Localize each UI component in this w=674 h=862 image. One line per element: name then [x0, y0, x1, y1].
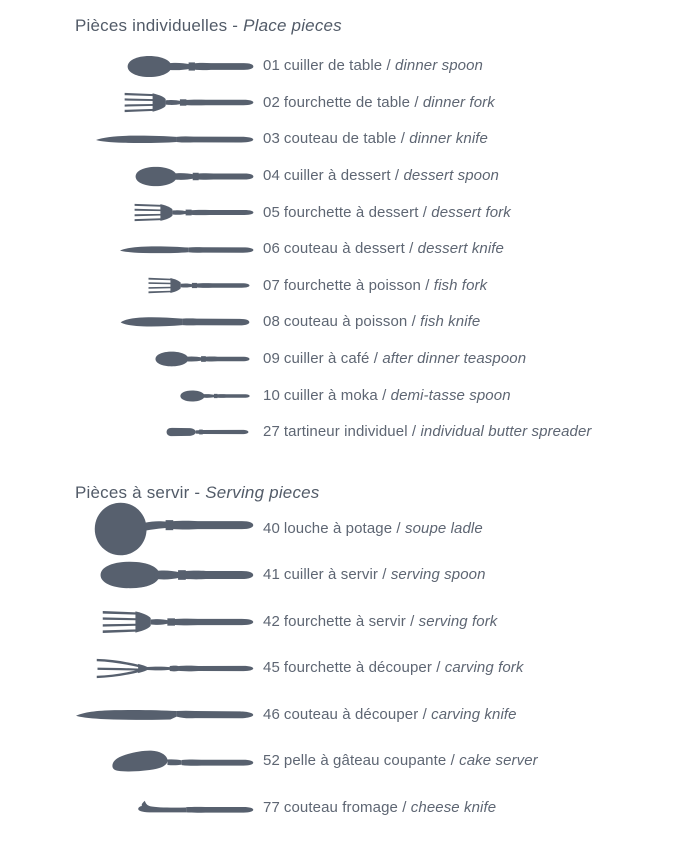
item-fr: couteau à dessert [283, 240, 405, 258]
icon-cell [0, 427, 254, 437]
fish-knife-icon [120, 315, 250, 329]
cutlery-row [0, 231, 674, 268]
section-title-en: Place pieces [243, 16, 342, 35]
item-en: dinner spoon [395, 57, 483, 75]
item-en: fish knife [420, 313, 481, 331]
dinner-spoon-icon [127, 55, 254, 78]
item-sep: / [377, 386, 391, 404]
cutlery-row [0, 738, 674, 785]
item-fr: fourchette à dessert [283, 203, 419, 221]
section-title-en: Serving pieces [205, 482, 320, 502]
item-fr: fourchette à découper [283, 659, 432, 677]
cutlery-row [0, 268, 674, 305]
serving-fork-icon [102, 610, 254, 634]
icon-cell [0, 92, 254, 113]
cutlery-row [0, 194, 674, 231]
icon-cell [0, 610, 254, 634]
cutlery-item-label [254, 520, 483, 538]
item-sep: / [382, 57, 396, 75]
item-code: 02 [263, 93, 280, 111]
demi-tasse-spoon-icon [180, 390, 250, 402]
icon-cell [0, 55, 254, 78]
icon-cell [0, 203, 254, 222]
cutlery-item-label [254, 566, 486, 584]
item-en: serving spoon [390, 566, 486, 584]
icon-cell [0, 277, 254, 294]
item-en: carving fork [444, 659, 524, 677]
item-sep: / [420, 276, 434, 294]
item-code: 01 [263, 57, 280, 75]
icon-cell [0, 132, 254, 146]
item-en: fish fork [433, 276, 488, 294]
item-en: soupe ladle [404, 519, 483, 537]
item-code: 06 [263, 240, 280, 258]
item-fr: tartineur individuel [283, 423, 408, 441]
icon-cell [0, 561, 254, 589]
icon-cell [0, 243, 254, 256]
cutlery-row [0, 341, 674, 378]
item-sep: / [369, 350, 383, 368]
icon-cell [0, 315, 254, 329]
item-en: cheese knife [410, 798, 497, 816]
item-en: dessert spoon [403, 167, 499, 185]
item-fr: cuiller à servir [283, 566, 379, 584]
item-sep: / [446, 752, 460, 770]
cake-server-icon [111, 749, 254, 774]
icon-cell [0, 705, 254, 724]
item-code: 42 [263, 612, 280, 630]
place-pieces-list [0, 48, 674, 451]
cutlery-item-label [254, 350, 526, 368]
section-title-separator: - [189, 482, 206, 502]
item-en: dessert knife [417, 240, 504, 258]
item-en: serving fork [418, 612, 498, 630]
cutlery-item-label [254, 799, 496, 817]
cutlery-item-label [254, 94, 495, 112]
item-fr: fourchette de table [283, 93, 411, 111]
cutlery-item-label [254, 57, 483, 75]
item-fr: cuiller à café [283, 350, 370, 368]
butter-spreader-icon [166, 427, 249, 437]
section-title-separator: - [227, 16, 244, 35]
section-title-fr: Pièces à servir [75, 482, 190, 502]
item-code: 04 [263, 167, 280, 185]
item-en: cake server [459, 752, 538, 770]
dinner-knife-icon [96, 132, 254, 146]
item-en: dessert fork [431, 203, 511, 221]
carving-knife-icon [76, 705, 254, 724]
dessert-knife-icon [120, 243, 254, 256]
soup-ladle-icon [94, 502, 254, 556]
item-code: 09 [263, 350, 280, 368]
cutlery-row [0, 414, 674, 451]
cutlery-item-label [254, 706, 517, 724]
item-code: 10 [263, 386, 280, 404]
section-title-place-pieces [75, 0, 674, 39]
item-fr: louche à potage [283, 519, 393, 537]
cutlery-row [0, 785, 674, 832]
item-code: 41 [263, 566, 280, 584]
cutlery-row [0, 645, 674, 692]
item-sep: / [407, 313, 421, 331]
cutlery-item-label [254, 167, 499, 185]
cutlery-item-label [254, 277, 487, 295]
item-en: after dinner teaspoon [382, 350, 527, 368]
cutlery-item-label [254, 613, 497, 631]
dessert-fork-icon [134, 203, 254, 222]
dessert-spoon-icon [135, 166, 254, 187]
item-sep: / [404, 240, 418, 258]
icon-cell [0, 351, 254, 367]
fish-fork-icon [148, 277, 250, 294]
item-sep: / [396, 130, 410, 148]
item-sep: / [405, 612, 419, 630]
item-fr: cuiller à dessert [283, 167, 391, 185]
item-en: individual butter spreader [420, 423, 592, 441]
icon-cell [0, 749, 254, 774]
cutlery-row [0, 552, 674, 599]
icon-cell [0, 657, 254, 680]
item-fr: couteau de table [283, 130, 397, 148]
item-code: 27 [263, 423, 280, 441]
icon-cell [0, 166, 254, 187]
item-sep: / [392, 519, 405, 537]
carving-fork-icon [96, 657, 254, 680]
item-fr: fourchette à servir [283, 612, 406, 630]
after-dinner-teaspoon-icon [155, 351, 250, 367]
item-sep: / [431, 659, 445, 677]
item-sep: / [418, 203, 432, 221]
item-en: dinner knife [409, 130, 488, 148]
item-sep: / [410, 93, 423, 111]
cutlery-row [0, 304, 674, 341]
cutlery-row [0, 121, 674, 158]
icon-cell [0, 800, 254, 815]
item-code: 40 [263, 519, 280, 537]
cutlery-item-label [254, 313, 480, 331]
cutlery-row [0, 377, 674, 414]
item-fr: couteau à poisson [283, 313, 408, 331]
serving-pieces-list [0, 506, 674, 832]
item-en: dinner fork [422, 93, 495, 111]
item-en: carving knife [431, 705, 517, 723]
cutlery-item-label [254, 659, 523, 677]
cutlery-item-label [254, 130, 488, 148]
item-fr: couteau fromage [283, 798, 398, 816]
cheese-knife-icon [136, 800, 254, 815]
section-title-fr: Pièces individuelles [75, 16, 228, 35]
cutlery-item-label [254, 387, 511, 405]
cutlery-item-label [254, 240, 504, 258]
item-code: 03 [263, 130, 280, 148]
item-fr: cuiller de table [283, 57, 383, 75]
item-sep: / [397, 798, 411, 816]
cutlery-row [0, 48, 674, 85]
item-sep: / [418, 705, 432, 723]
cutlery-row [0, 85, 674, 122]
item-code: 77 [263, 798, 280, 816]
item-code: 05 [263, 203, 280, 221]
icon-cell [0, 502, 254, 556]
item-fr: pelle à gâteau coupante [283, 752, 447, 770]
item-code: 52 [263, 752, 280, 770]
item-sep: / [407, 423, 421, 441]
cutlery-row [0, 599, 674, 646]
item-code: 46 [263, 705, 280, 723]
item-code: 08 [263, 313, 280, 331]
cutlery-item-label [254, 752, 538, 770]
cutlery-item-label [254, 423, 592, 441]
item-en: demi-tasse spoon [390, 386, 511, 404]
item-fr: couteau à découper [283, 705, 419, 723]
icon-cell [0, 390, 254, 402]
item-fr: fourchette à poisson [283, 276, 421, 294]
dinner-fork-icon [124, 92, 254, 113]
item-code: 07 [263, 276, 280, 294]
item-fr: cuiller à moka [283, 386, 378, 404]
cutlery-row [0, 158, 674, 195]
cutlery-row [0, 506, 674, 553]
serving-spoon-icon [99, 561, 254, 589]
cutlery-item-label [254, 204, 511, 222]
cutlery-row [0, 692, 674, 739]
item-sep: / [378, 566, 391, 584]
item-sep: / [390, 167, 404, 185]
item-code: 45 [263, 659, 280, 677]
